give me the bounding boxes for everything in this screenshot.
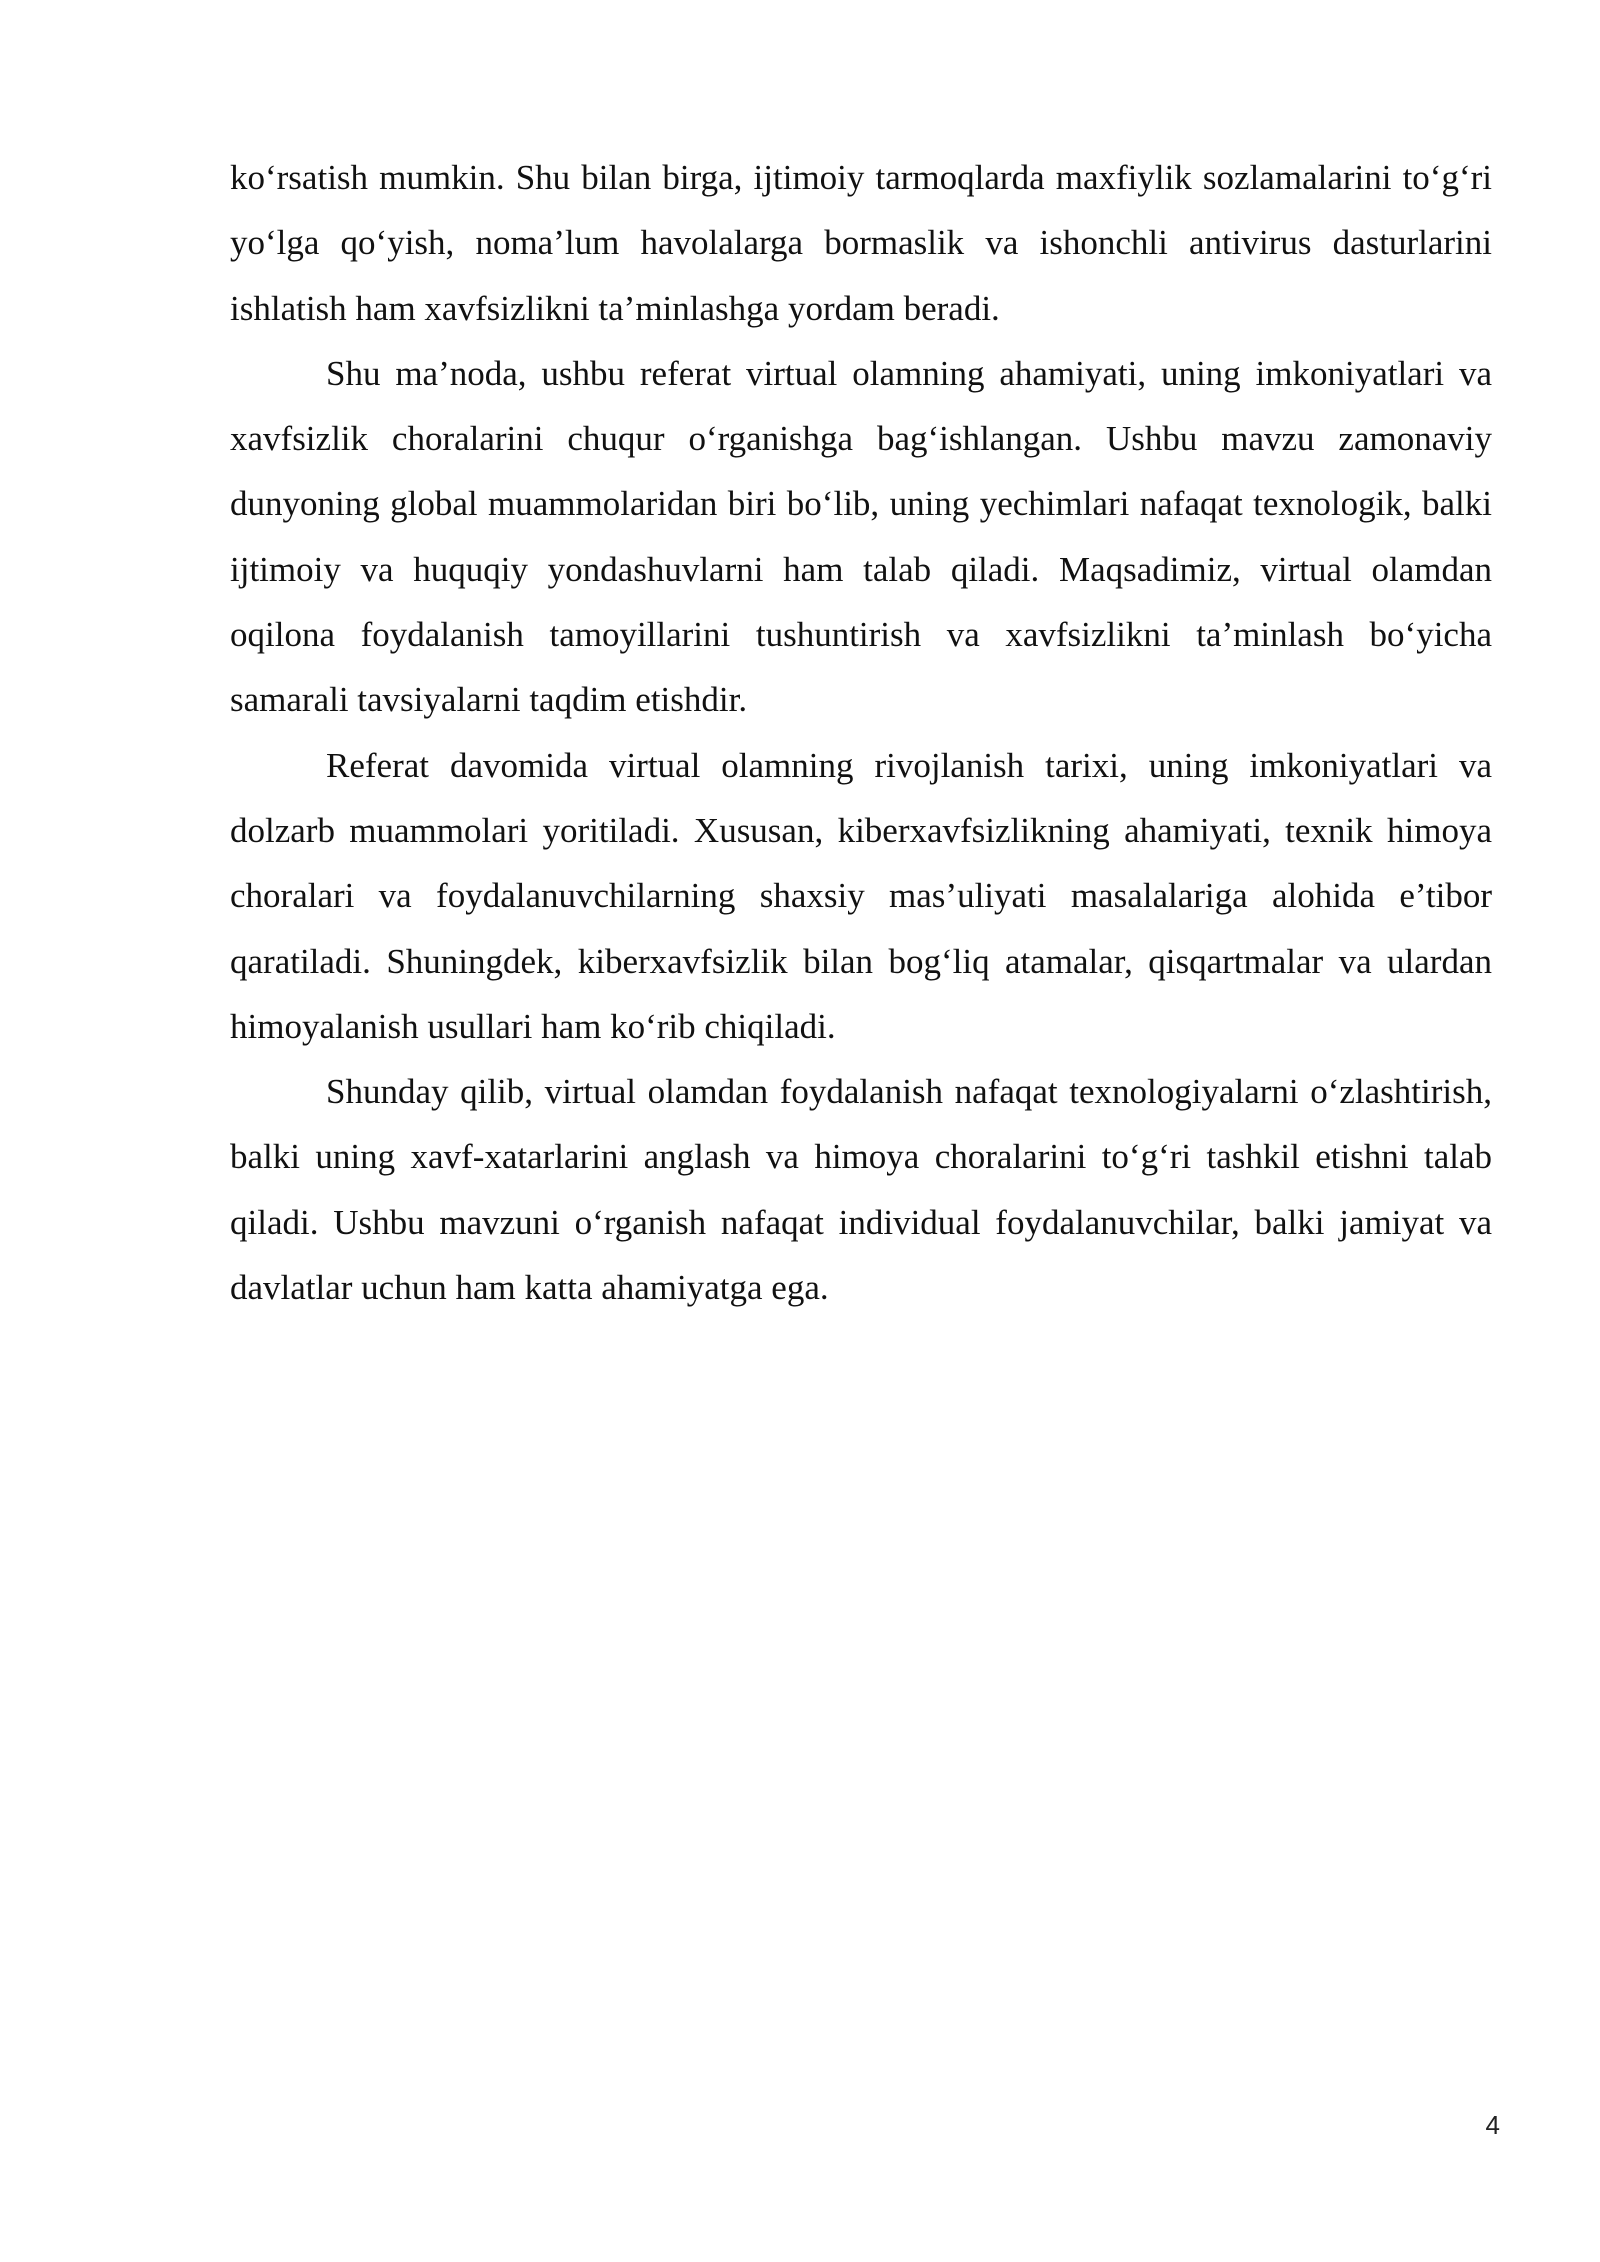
body-text xyxy=(230,145,1492,1320)
paragraph-contents: Referat davomida virtual olamning rivojlanish tarixi, uning imkoniyatlari va dolzarb muammolari yoritiladi. Xususan, kiberxavfsizlikning ahamiyati, texnik himoya choralari va foydalanuvchilarning shaxsiy mas’uliyati masalalariga alohida e’tibor qaratiladi. Shuningdek, kiberxavfsizlik bilan bog‘liq atamalar, qisqartmalar va ulardan himoyalanish usullari ham ko‘rib chiqiladi. xyxy=(230,745,1492,1046)
page-number: 4 xyxy=(1485,2110,1500,2140)
paragraph-purpose: Shu ma’noda, ushbu referat virtual olamning ahamiyati, uning imkoniyatlari va xavfsizlik choralarini chuqur o‘rganishga bag‘ishlangan. Ushbu mavzu zamonaviy dunyoning global muammolaridan biri bo‘lib, uning yechimlari nafaqat texnologik, balki ijtimoiy va huquqiy yondashuvlarni ham talab qiladi. Maqsadimiz, virtual olamdan oqilona foydalanish tamoyillarini tushuntirish va xavfsizlikni ta’minlash bo‘yicha samarali tavsiyalarni taqdim etishdir. xyxy=(230,353,1492,720)
paragraph-conclusion: Shunday qilib, virtual olamdan foydalanish nafaqat texnologiyalarni o‘zlashtirish, balki uning xavf-xatarlarini anglash va himoya choralarini to‘g‘ri tashkil etishni talab qiladi. Ushbu mavzuni o‘rganish nafaqat individual foydalanuvchilar, balki jamiyat va davlatlar uchun ham katta ahamiyatga ega. xyxy=(230,1072,1492,1308)
paragraph-continuation: ko‘rsatish mumkin. Shu bilan birga, ijtimoiy tarmoqlarda maxfiylik sozlamalarini to‘g‘ri yo‘lga qo‘yish, noma’lum havolalarga bormaslik va ishonchli antivirus dasturlarini ishlatish ham xavfsizlikni ta’minlashga yordam beradi. xyxy=(230,158,1492,328)
